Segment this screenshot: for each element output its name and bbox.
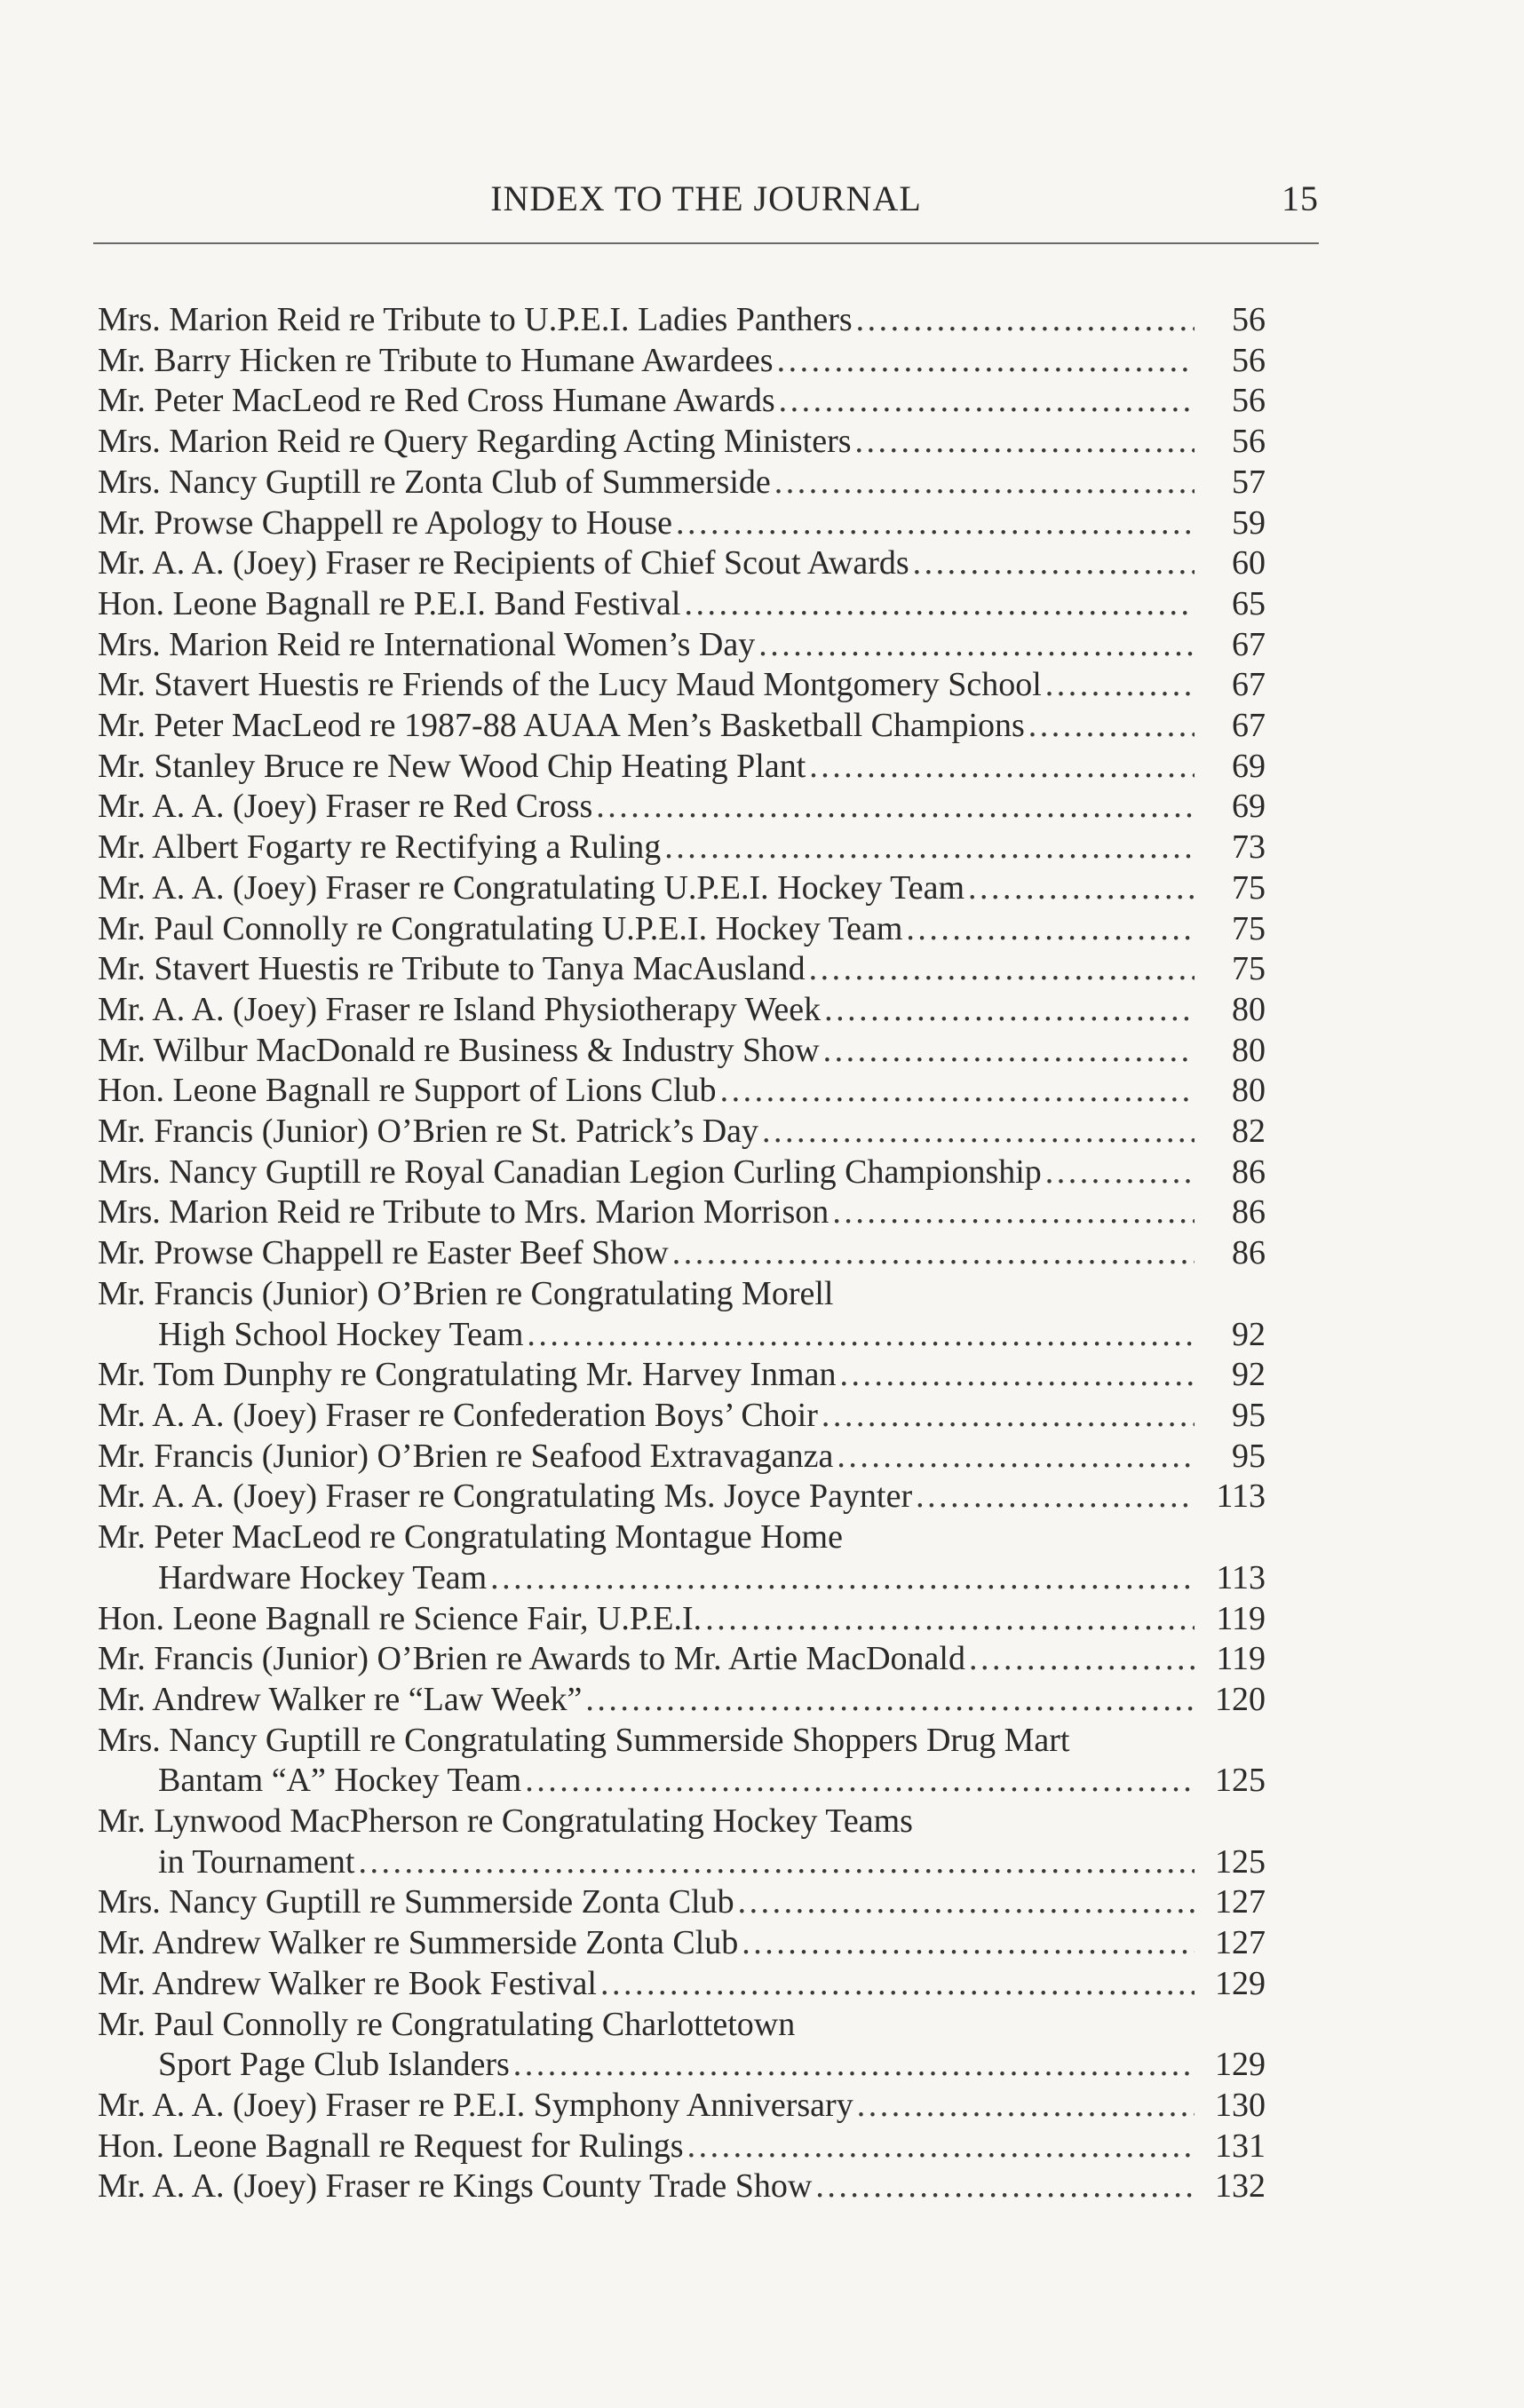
index-entry <box>98 422 1266 463</box>
index-entry <box>98 747 1266 788</box>
entry-page-number: 95 <box>1232 1437 1266 1475</box>
dot-leader <box>809 949 1195 990</box>
index-entry <box>98 1274 1266 1355</box>
entry-text: Mr. Stavert Huestis re Friends of the Lucy Maud Montgomery School <box>98 666 1042 704</box>
entry-page-number: 65 <box>1232 584 1266 622</box>
entry-text: in Tournament <box>158 1842 355 1881</box>
entry-text: Mr. Lynwood MacPherson re Congratulating Hockey Teams <box>98 1802 913 1841</box>
entry-page-number: 67 <box>1232 625 1266 663</box>
entry-text: Mrs. Nancy Guptill re Zonta Club of Summerside <box>98 463 771 501</box>
index-entry <box>98 584 1266 625</box>
entry-page-number: 113 <box>1216 1477 1266 1516</box>
entry-text: Mrs. Marion Reid re Query Regarding Acting Ministers <box>98 423 852 461</box>
entry-continuation-line <box>98 1315 1266 1356</box>
dot-leader <box>906 909 1195 950</box>
dot-leader <box>1045 665 1195 706</box>
entry-page-number: 129 <box>1215 1964 1266 2002</box>
entry-page-number: 92 <box>1232 1356 1266 1394</box>
entry-page-number: 119 <box>1216 1640 1266 1678</box>
entry-text: Mr. Albert Fogarty re Rectifying a Ruling <box>98 828 662 867</box>
entry-line <box>98 381 1266 422</box>
entry-line <box>98 1153 1266 1193</box>
entry-text: Hon. Leone Bagnall re Science Fair, U.P.E.I. <box>98 1599 702 1637</box>
entry-text: Mrs. Nancy Guptill re Royal Canadian Legion Curling Championship <box>98 1153 1042 1191</box>
index-entry <box>98 625 1266 666</box>
entry-line <box>98 1355 1266 1396</box>
entry-text: Mr. Prowse Chappell re Apology to House <box>98 503 673 542</box>
entry-text: Mr. Andrew Walker re Summerside Zonta Club <box>98 1924 739 1962</box>
entry-text: Sport Page Club Islanders <box>158 2046 510 2084</box>
index-entry <box>98 1153 1266 1193</box>
index-entry <box>98 949 1266 990</box>
index-entry <box>98 463 1266 503</box>
dot-leader <box>762 1112 1195 1153</box>
entry-text: Mr. Peter MacLeod re Congratulating Montague Home <box>98 1518 843 1556</box>
entry-text: Mrs. Marion Reid re Tribute to U.P.E.I. Ladies Panthers <box>98 301 853 338</box>
entry-text: Mr. Tom Dunphy re Congratulating Mr. Harvey Inman <box>98 1356 837 1394</box>
dot-leader <box>969 1639 1195 1680</box>
index-entry <box>98 1721 1266 1802</box>
dot-leader <box>585 1680 1195 1721</box>
dot-leader <box>672 1233 1195 1274</box>
entry-line <box>98 2005 1266 2046</box>
entry-page-number: 92 <box>1232 1315 1266 1353</box>
entry-text: Hardware Hockey Team <box>158 1558 488 1596</box>
entry-text: Mr. Paul Connolly re Congratulating Charlottetown <box>98 2005 796 2043</box>
index-entry <box>98 706 1266 747</box>
entry-line <box>98 706 1266 747</box>
dot-leader <box>687 2127 1195 2167</box>
entry-line <box>98 1639 1266 1680</box>
entry-text: Mr. A. A. (Joey) Fraser re Kings County Trade Show <box>98 2167 813 2206</box>
dot-leader <box>774 463 1195 503</box>
entry-page-number: 59 <box>1232 503 1266 542</box>
entry-text: Mr. A. A. (Joey) Fraser re Island Physiotherapy Week <box>98 990 822 1028</box>
index-entry <box>98 1802 1266 1882</box>
entry-continuation-line <box>98 1761 1266 1802</box>
entry-text: Mr. A. A. (Joey) Fraser re Congratulating Ms. Joyce Paynter <box>98 1477 913 1516</box>
page-number: 15 <box>1282 178 1319 218</box>
entry-text: Hon. Leone Bagnall re Support of Lions Club <box>98 1072 717 1110</box>
index-entry <box>98 868 1266 909</box>
index-entry <box>98 1680 1266 1721</box>
entry-page-number: 113 <box>1216 1558 1266 1596</box>
entry-line <box>98 990 1266 1031</box>
dot-leader <box>822 1396 1195 1437</box>
entry-page-number: 127 <box>1215 1924 1266 1962</box>
dot-leader <box>837 1437 1195 1477</box>
entry-text: Mr. Paul Connolly re Congratulating U.P.E.I. Hockey Team <box>98 909 903 947</box>
index-entry <box>98 381 1266 422</box>
index-entry <box>98 990 1266 1031</box>
entry-continuation-line <box>98 1558 1266 1599</box>
entry-page-number: 119 <box>1216 1599 1266 1637</box>
dot-leader <box>916 1477 1195 1517</box>
dot-leader <box>738 1882 1195 1923</box>
entry-page-number: 127 <box>1215 1883 1266 1921</box>
entry-line <box>98 909 1266 950</box>
entry-text: Mr. Francis (Junior) O’Brien re Seafood Extravaganza <box>98 1437 834 1475</box>
entry-line <box>98 300 1266 341</box>
entry-page-number: 75 <box>1232 868 1266 907</box>
entry-page-number: 130 <box>1215 2086 1266 2124</box>
entry-page-number: 69 <box>1232 788 1266 826</box>
entry-page-number: 86 <box>1232 1234 1266 1272</box>
entry-page-number: 86 <box>1232 1153 1266 1191</box>
entry-page-number: 131 <box>1215 2127 1266 2165</box>
index-entry <box>98 1112 1266 1153</box>
entry-continuation-line <box>98 1842 1266 1883</box>
entry-text: Mr. Stanley Bruce re New Wood Chip Heating Plant <box>98 747 806 785</box>
dot-leader <box>809 747 1195 788</box>
entry-text: Mr. Francis (Junior) O’Brien re Congratulating Morell <box>98 1274 834 1312</box>
index-entry <box>98 2005 1266 2086</box>
dot-leader <box>490 1558 1195 1599</box>
dot-leader <box>839 1355 1195 1396</box>
entry-text: High School Hockey Team <box>158 1315 524 1353</box>
entry-text: Mr. A. A. (Joey) Fraser re Recipients of Chief Scout Awards <box>98 544 909 582</box>
index-entry <box>98 1882 1266 1923</box>
dot-leader <box>720 1071 1195 1112</box>
dot-leader <box>777 341 1195 382</box>
entry-line <box>98 1964 1266 2005</box>
index-entry <box>98 787 1266 828</box>
entry-text: Mr. Prowse Chappell re Easter Beef Show <box>98 1234 669 1272</box>
index-entry <box>98 665 1266 706</box>
dot-leader <box>779 381 1195 422</box>
dot-leader <box>596 787 1195 828</box>
dot-leader <box>527 1315 1195 1356</box>
index-entry <box>98 1964 1266 2005</box>
entry-page-number: 56 <box>1232 382 1266 420</box>
entry-page-number: 60 <box>1232 544 1266 582</box>
index-entry <box>98 1192 1266 1233</box>
entry-line <box>98 828 1266 868</box>
entry-text: Mr. Andrew Walker re Book Festival <box>98 1964 597 2002</box>
dot-leader <box>758 625 1195 666</box>
dot-leader <box>664 828 1195 868</box>
index-entry <box>98 300 1266 341</box>
entry-page-number: 80 <box>1232 1072 1266 1110</box>
entry-text: Hon. Leone Bagnall re Request for Rulings <box>98 2127 684 2165</box>
entry-text: Mr. Wilbur MacDonald re Business & Industry Show <box>98 1031 820 1069</box>
dot-leader <box>913 543 1195 584</box>
index-entry <box>98 1477 1266 1517</box>
entry-text: Mr. Francis (Junior) O’Brien re Awards to Mr. Artie MacDonald <box>98 1640 965 1678</box>
entry-line <box>98 2166 1266 2207</box>
entry-text: Mrs. Nancy Guptill re Summerside Zonta Club <box>98 1883 734 1921</box>
dot-leader <box>856 300 1195 341</box>
entry-line <box>98 1233 1266 1274</box>
dot-leader <box>832 1192 1195 1233</box>
index-entry <box>98 1071 1266 1112</box>
entry-line <box>98 868 1266 909</box>
entry-page-number: 56 <box>1232 423 1266 461</box>
entry-line <box>98 503 1266 544</box>
page-header <box>93 178 1319 231</box>
entry-text: Mr. A. A. (Joey) Fraser re Confederation Boys’ Choir <box>98 1396 818 1434</box>
dot-leader <box>358 1842 1195 1883</box>
dot-leader <box>684 584 1195 625</box>
entry-text: Mr. Andrew Walker re “Law Week” <box>98 1680 583 1718</box>
dot-leader <box>824 990 1195 1031</box>
entry-line <box>98 1477 1266 1517</box>
entry-page-number: 67 <box>1232 666 1266 704</box>
dot-leader <box>823 1031 1195 1072</box>
dot-leader <box>857 2086 1195 2127</box>
index-entry <box>98 1599 1266 1640</box>
index-entry <box>98 1437 1266 1477</box>
header-rule <box>93 242 1319 244</box>
entry-page-number: 56 <box>1232 341 1266 379</box>
index-entry <box>98 2127 1266 2167</box>
entry-line <box>98 463 1266 503</box>
entry-line <box>98 1112 1266 1153</box>
index-entry <box>98 1233 1266 1274</box>
entry-line <box>98 543 1266 584</box>
index-entry <box>98 1355 1266 1396</box>
entry-line <box>98 1802 1266 1842</box>
dot-leader <box>600 1964 1195 2005</box>
entry-line <box>98 2127 1266 2167</box>
dot-leader <box>742 1923 1195 1964</box>
entry-line <box>98 422 1266 463</box>
entry-page-number: 86 <box>1232 1193 1266 1232</box>
entry-line <box>98 341 1266 382</box>
index-entry <box>98 1923 1266 1964</box>
index-entry <box>98 909 1266 950</box>
entry-page-number: 82 <box>1232 1113 1266 1151</box>
entry-line <box>98 1599 1266 1640</box>
entry-line <box>98 787 1266 828</box>
entry-text: Bantam “A” Hockey Team <box>158 1762 522 1800</box>
index-entries <box>98 300 1266 2207</box>
entry-line <box>98 625 1266 666</box>
entry-line <box>98 747 1266 788</box>
entry-text: Mrs. Marion Reid re International Women’s Day <box>98 625 756 663</box>
entry-text: Mr. Barry Hicken re Tribute to Humane Awardees <box>98 341 774 379</box>
entry-line <box>98 665 1266 706</box>
entry-line <box>98 1192 1266 1233</box>
entry-text: Mr. Francis (Junior) O’Brien re St. Patrick’s Day <box>98 1113 759 1151</box>
entry-line <box>98 1031 1266 1072</box>
entry-page-number: 75 <box>1232 909 1266 947</box>
dot-leader <box>513 2045 1195 2086</box>
entry-page-number: 75 <box>1232 950 1266 988</box>
index-entry <box>98 828 1266 868</box>
entry-page-number: 73 <box>1232 828 1266 867</box>
entry-page-number: 120 <box>1215 1680 1266 1718</box>
entry-page-number: 132 <box>1215 2167 1266 2206</box>
entry-text: Mr. Peter MacLeod re Red Cross Humane Awards <box>98 382 775 420</box>
page-title: INDEX TO THE JOURNAL <box>490 178 922 218</box>
entry-page-number: 80 <box>1232 1031 1266 1069</box>
index-entry <box>98 1031 1266 1072</box>
index-entry <box>98 2166 1266 2207</box>
entry-line <box>98 1437 1266 1477</box>
dot-leader <box>676 503 1195 544</box>
entry-page-number: 95 <box>1232 1396 1266 1434</box>
dot-leader <box>968 868 1195 909</box>
index-entry <box>98 1517 1266 1598</box>
entry-line <box>98 1882 1266 1923</box>
entry-line <box>98 949 1266 990</box>
dot-leader <box>525 1761 1195 1802</box>
entry-line <box>98 1517 1266 1558</box>
entry-page-number: 67 <box>1232 707 1266 745</box>
entry-line <box>98 2086 1266 2127</box>
entry-text: Mrs. Marion Reid re Tribute to Mrs. Marion Morrison <box>98 1193 829 1232</box>
entry-text: Mr. Stavert Huestis re Tribute to Tanya MacAusland <box>98 950 806 988</box>
dot-leader <box>705 1599 1195 1640</box>
entry-page-number: 80 <box>1232 990 1266 1028</box>
entry-line <box>98 1721 1266 1762</box>
dot-leader <box>1045 1153 1195 1193</box>
index-entry <box>98 341 1266 382</box>
entry-continuation-line <box>98 2045 1266 2086</box>
entry-page-number: 129 <box>1215 2046 1266 2084</box>
entry-page-number: 125 <box>1215 1762 1266 1800</box>
entry-text: Mr. Peter MacLeod re 1987-88 AUAA Men’s Basketball Champions <box>98 707 1025 745</box>
index-entry <box>98 2086 1266 2127</box>
entry-page-number: 125 <box>1215 1842 1266 1881</box>
dot-leader <box>855 422 1195 463</box>
dot-leader <box>1028 706 1195 747</box>
entry-line <box>98 1396 1266 1437</box>
entry-text: Mrs. Nancy Guptill re Congratulating Summerside Shoppers Drug Mart <box>98 1721 1070 1759</box>
index-entry <box>98 543 1266 584</box>
index-entry <box>98 503 1266 544</box>
entry-page-number: 56 <box>1232 301 1266 338</box>
index-entry <box>98 1639 1266 1680</box>
entry-line <box>98 584 1266 625</box>
entry-text: Mr. A. A. (Joey) Fraser re P.E.I. Symphony Anniversary <box>98 2086 853 2124</box>
entry-page-number: 69 <box>1232 747 1266 785</box>
entry-line <box>98 1071 1266 1112</box>
entry-line <box>98 1680 1266 1721</box>
entry-page-number: 57 <box>1232 463 1266 501</box>
entry-text: Hon. Leone Bagnall re P.E.I. Band Festival <box>98 584 681 622</box>
dot-leader <box>815 2166 1195 2207</box>
entry-line <box>98 1274 1266 1315</box>
entry-text: Mr. A. A. (Joey) Fraser re Congratulating U.P.E.I. Hockey Team <box>98 868 965 907</box>
entry-text: Mr. A. A. (Joey) Fraser re Red Cross <box>98 788 593 826</box>
index-entry <box>98 1396 1266 1437</box>
entry-line <box>98 1923 1266 1964</box>
